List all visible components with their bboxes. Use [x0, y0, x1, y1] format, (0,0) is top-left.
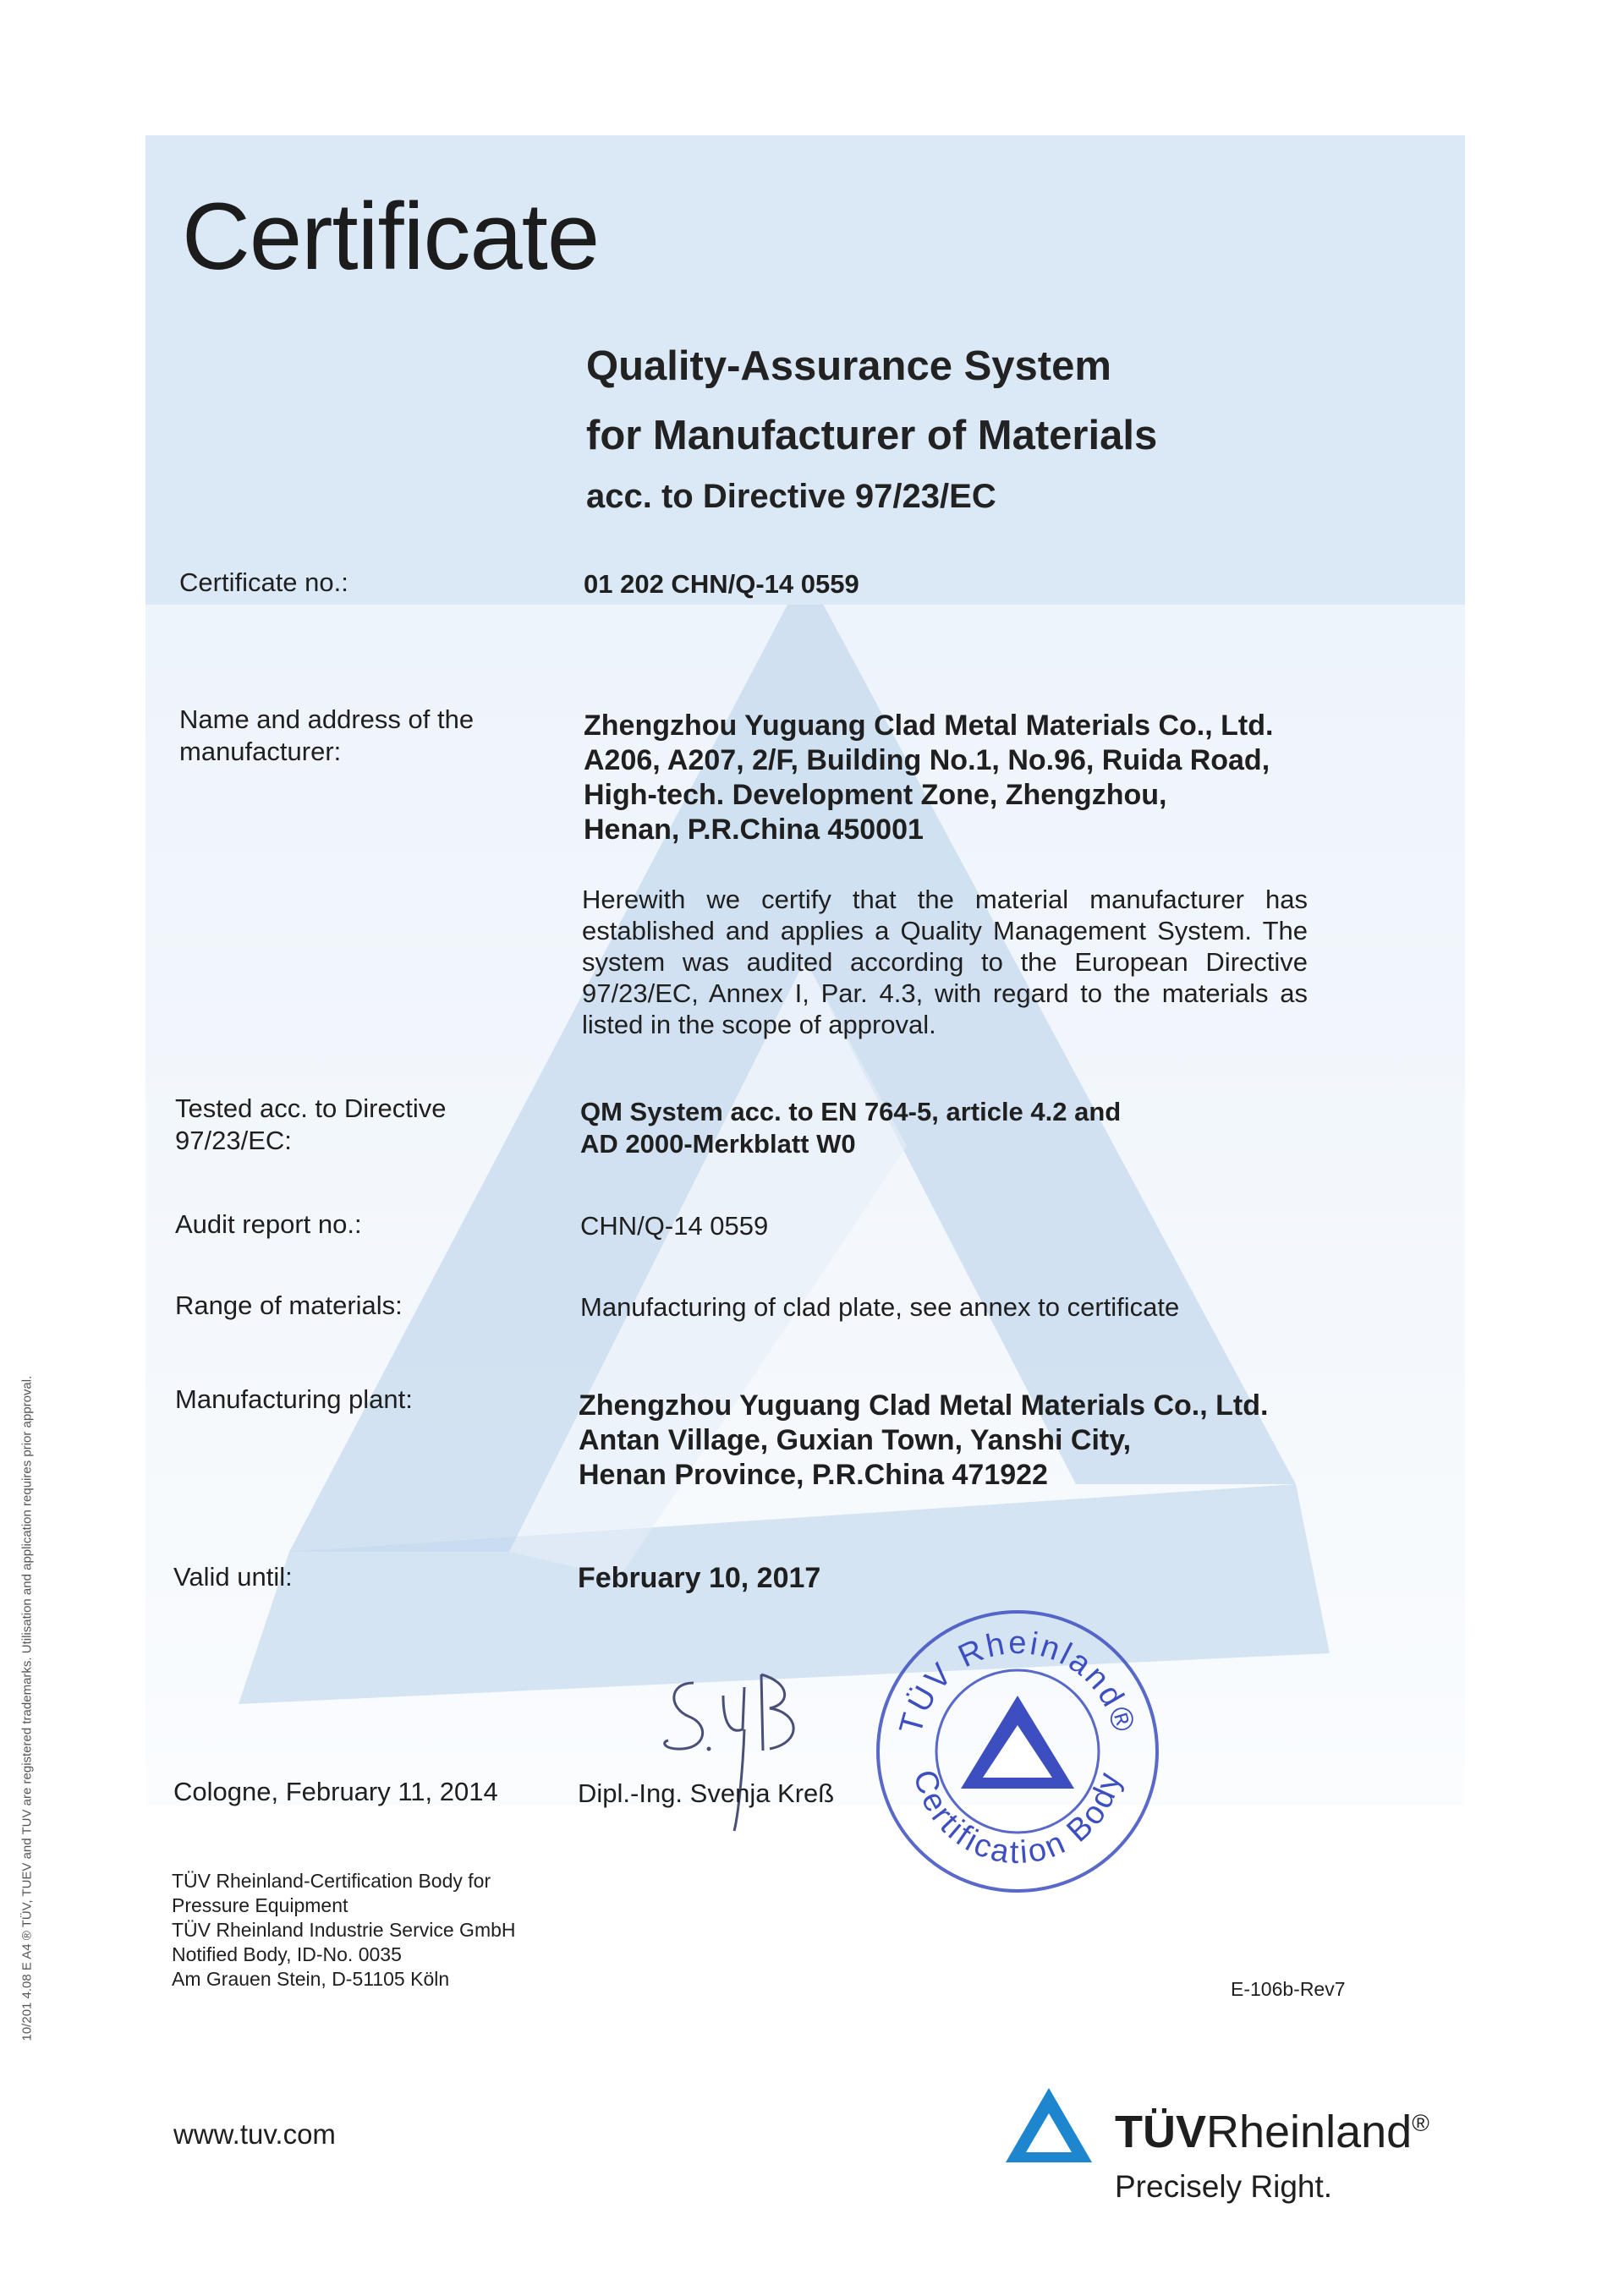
address-line: Henan, P.R.China 450001 [584, 814, 924, 846]
subtitle-line-3: acc. to Directive 97/23/EC [586, 478, 996, 515]
tuv-triangle-icon [961, 1696, 1074, 1789]
address-line: Henan Province, P.R.China 471922 [579, 1459, 1048, 1491]
issuer-line: TÜV Rheinland Industrie Service GmbH [172, 1919, 516, 1941]
address-line: Zhengzhou Yuguang Clad Metal Materials Co., Ltd. [579, 1389, 1269, 1422]
subtitle-line-2: for Manufacturer of Materials [586, 413, 1158, 458]
signature-scribble [643, 1649, 837, 1844]
range-label: Range of materials: [175, 1290, 403, 1320]
issuer-line: Notified Body, ID-No. 0035 [172, 1943, 402, 1965]
tested-value-line-1: QM System acc. to EN 764-5, article 4.2 and [580, 1097, 1122, 1126]
tested-label-line-1: Tested acc. to Directive [175, 1093, 447, 1123]
place-date: Cologne, February 11, 2014 [173, 1777, 498, 1806]
brand-slogan: Precisely Right. [1115, 2169, 1333, 2204]
valid-until-value: February 10, 2017 [578, 1562, 821, 1594]
address-line: Zhengzhou Yuguang Clad Metal Materials Co., Ltd. [584, 710, 1274, 742]
issuer-block [172, 1869, 516, 1992]
plant-address [579, 1389, 1268, 1493]
tested-label-line-2: 97/23/EC: [175, 1126, 292, 1155]
website-link[interactable]: www.tuv.com [173, 2118, 336, 2150]
range-value: Manufacturing of clad plate, see annex to certificate [580, 1292, 1180, 1322]
address-line: Antan Village, Guxian Town, Yanshi City, [579, 1424, 1132, 1456]
stamp-top-text: TÜV Rheinland® [892, 1625, 1143, 1739]
form-code: E-106b-Rev7 [1231, 1978, 1346, 2000]
issuer-line: Pressure Equipment [172, 1894, 348, 1916]
tuv-logo-icon [1002, 2085, 1095, 2169]
manufacturer-label-line-1: Name and address of the [179, 704, 475, 734]
issuer-line: TÜV Rheinland-Certification Body for [172, 1870, 491, 1892]
stamp-bottom-text: Certification Body [906, 1766, 1129, 1871]
side-trademark-note: 10/201 4.08 E A4 ® TÜV, TUEV and TUV are registered trademarks. Utilisation and application requires prior approval. [19, 1375, 35, 2041]
audit-report-value: CHN/Q-14 0559 [580, 1211, 769, 1241]
address-line: A206, A207, 2/F, Building No.1, No.96, Ruida Road, [584, 744, 1270, 776]
certification-statement: Herewith we certify that the material manufacturer has established and applies a Quality Management System. The system was audited according to the European Directive 97/23/EC, Annex I, Par. 4.3, with regard to the materials as listed in the scope of approval. [582, 885, 1308, 1039]
certificate-no-value: 01 202 CHN/Q-14 0559 [584, 569, 859, 599]
certificate-no-label: Certificate no.: [179, 567, 348, 597]
brand-name: TÜVRheinland® [1115, 2107, 1429, 2157]
plant-label: Manufacturing plant: [175, 1384, 413, 1414]
subtitle-line-1: Quality-Assurance System [586, 343, 1111, 389]
manufacturer-label-line-2: manufacturer: [179, 737, 342, 766]
valid-until-label: Valid until: [173, 1562, 293, 1592]
signatory-name: Dipl.-Ing. Svenja Kreß [578, 1778, 835, 1808]
issuer-line: Am Grauen Stein, D-51105 Köln [172, 1968, 450, 1990]
page-title: Certificate [182, 184, 600, 289]
tested-value-line-2: AD 2000-Merkblatt W0 [580, 1129, 856, 1159]
address-line: High-tech. Development Zone, Zhengzhou, [584, 779, 1167, 811]
manufacturer-address [584, 709, 1273, 847]
certification-stamp [873, 1607, 1162, 1896]
audit-report-label: Audit report no.: [175, 1209, 362, 1239]
